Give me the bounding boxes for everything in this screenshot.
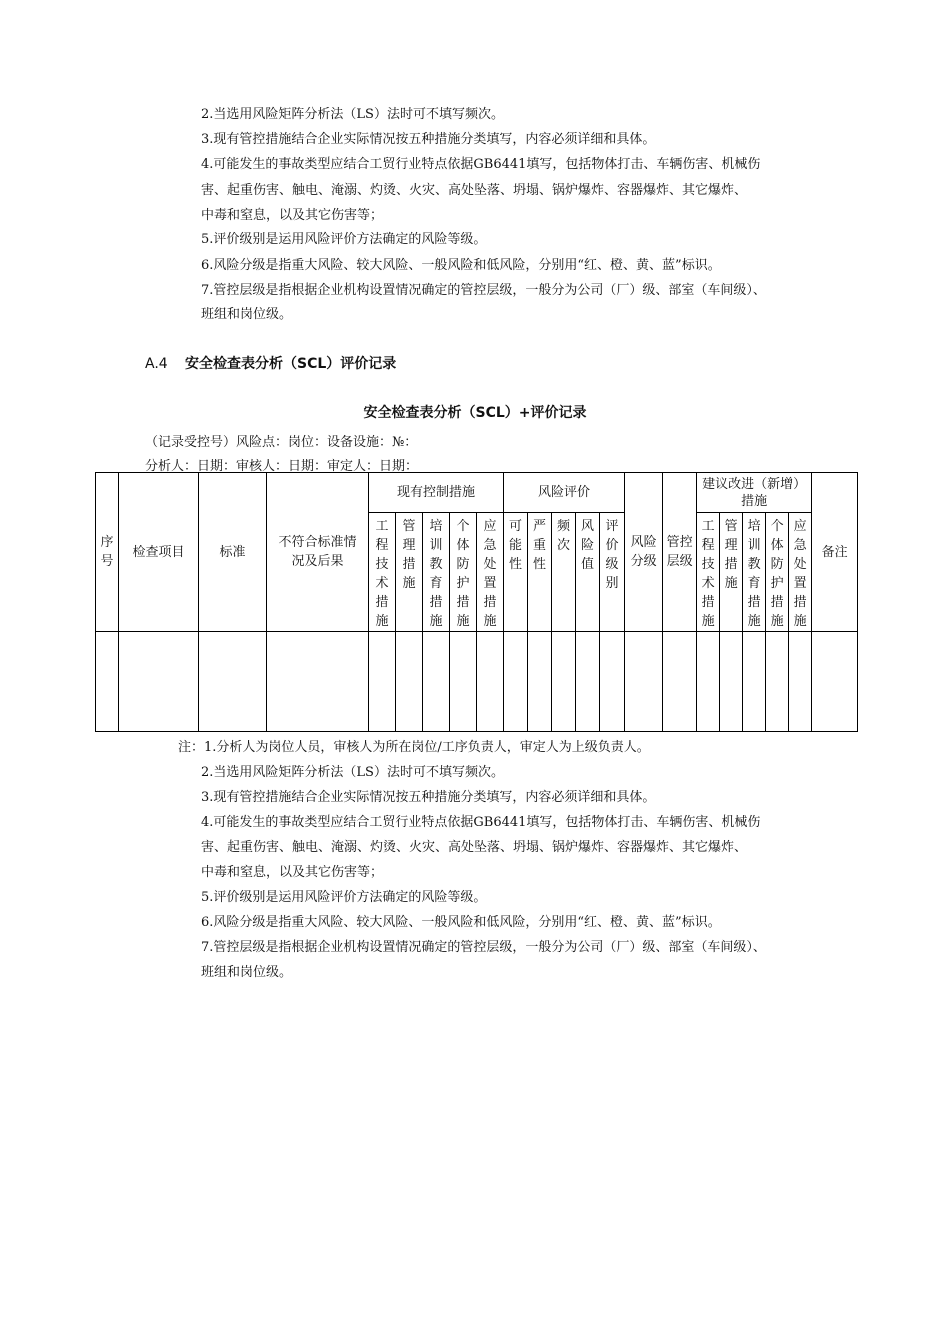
form-title: 安全检查表分析（SCL）+评价记录 bbox=[363, 405, 587, 421]
bottom-note-line: 害、起重伤害、触电、淹溺、灼烫、火灾、高处坠落、坍塌、锅炉爆炸、容器爆炸、其它爆炸、 bbox=[201, 840, 748, 855]
bottom-note-line: 6.风险分级是指重大风险、较大风险、一般风险和低风险，分别用“红、橙、黄、蓝”标识。 bbox=[201, 915, 721, 930]
bottom-note-line: 7.管控层级是指根据企业机构设置情况确定的管控层级，一般分为公司（厂）级、部室（车间级）、 bbox=[201, 940, 766, 955]
header-eval-frequency: 频次 bbox=[552, 513, 576, 632]
header-suggest-training: 培训教育措施 bbox=[743, 513, 766, 632]
header-suggest-emergency: 应急处置措施 bbox=[789, 513, 812, 632]
cell-seq[interactable] bbox=[96, 632, 119, 732]
cell-remark[interactable] bbox=[812, 632, 858, 732]
section-number: A.4 bbox=[145, 356, 168, 372]
bottom-note-line: 5.评价级别是运用风险评价方法确定的风险等级。 bbox=[201, 890, 487, 905]
header-current-engineering: 工程技术措施 bbox=[369, 513, 396, 632]
header-eval-severity: 严重性 bbox=[528, 513, 552, 632]
cell-current-ppe[interactable] bbox=[450, 632, 477, 732]
header-risk-evaluation: 风险评价 bbox=[504, 473, 625, 513]
header-remark: 备注 bbox=[812, 473, 858, 632]
header-suggest-ppe: 个体防护措施 bbox=[766, 513, 789, 632]
header-current-management: 管理措施 bbox=[396, 513, 423, 632]
cell-suggest-emergency[interactable] bbox=[789, 632, 812, 732]
cell-current-training[interactable] bbox=[423, 632, 450, 732]
cell-eval-severity[interactable] bbox=[528, 632, 552, 732]
header-current-emergency: 应急处置措施 bbox=[477, 513, 504, 632]
bottom-note-line: 2.当选用风险矩阵分析法（LS）法时可不填写频次。 bbox=[201, 765, 504, 780]
cell-nonconform[interactable] bbox=[267, 632, 369, 732]
top-note-line: 6.风险分级是指重大风险、较大风险、一般风险和低风险，分别用“红、橙、黄、蓝”标识。 bbox=[201, 258, 721, 273]
top-note-line: 2.当选用风险矩阵分析法（LS）法时可不填写频次。 bbox=[201, 107, 504, 122]
bottom-note-line: 注：1.分析人为岗位人员，审核人为所在岗位/工序负责人，审定人为上级负责人。 bbox=[178, 740, 650, 755]
top-note-line: 4.可能发生的事故类型应结合工贸行业特点依据GB6441填写，包括物体打击、车辆伤害、机械伤 bbox=[201, 157, 761, 172]
header-current-measures: 现有控制措施 bbox=[369, 473, 504, 513]
cell-current-management[interactable] bbox=[396, 632, 423, 732]
bottom-note-line: 班组和岗位级。 bbox=[201, 965, 293, 980]
cell-item[interactable] bbox=[119, 632, 199, 732]
cell-standard[interactable] bbox=[199, 632, 267, 732]
header-suggest-management: 管理措施 bbox=[720, 513, 743, 632]
header-control-level: 管控层级 bbox=[663, 473, 697, 632]
cell-eval-risk-value[interactable] bbox=[576, 632, 600, 732]
header-nonconform: 不符合标准情况及后果 bbox=[267, 473, 369, 632]
top-note-line: 3.现有管控措施结合企业实际情况按五种措施分类填写，内容必须详细和具体。 bbox=[201, 132, 656, 147]
cell-suggest-management[interactable] bbox=[720, 632, 743, 732]
scl-evaluation-table bbox=[95, 472, 858, 732]
header-eval-likelihood: 可能性 bbox=[504, 513, 528, 632]
cell-eval-likelihood[interactable] bbox=[504, 632, 528, 732]
top-note-line: 7.管控层级是指根据企业机构设置情况确定的管控层级，一般分为公司（厂）级、部室（车间级）、 bbox=[201, 283, 766, 298]
bottom-note-line: 3.现有管控措施结合企业实际情况按五种措施分类填写，内容必须详细和具体。 bbox=[201, 790, 656, 805]
top-note-line: 中毒和窒息，以及其它伤害等； bbox=[201, 208, 384, 223]
header-standard: 标准 bbox=[199, 473, 267, 632]
section-title: 安全检查表分析（SCL）评价记录 bbox=[185, 356, 397, 372]
header-current-ppe: 个体防护措施 bbox=[450, 513, 477, 632]
header-suggested-measures: 建议改进（新增）措施 bbox=[697, 473, 812, 513]
header-current-training: 培训教育措施 bbox=[423, 513, 450, 632]
cell-suggest-engineering[interactable] bbox=[697, 632, 720, 732]
cell-risk-level[interactable] bbox=[625, 632, 663, 732]
top-note-line: 5.评价级别是运用风险评价方法确定的风险等级。 bbox=[201, 232, 487, 247]
table-row bbox=[96, 632, 858, 732]
bottom-note-line: 4.可能发生的事故类型应结合工贸行业特点依据GB6441填写，包括物体打击、车辆伤害、机械伤 bbox=[201, 815, 761, 830]
top-note-line: 害、起重伤害、触电、淹溺、灼烫、火灾、高处坠落、坍塌、锅炉爆炸、容器爆炸、其它爆炸、 bbox=[201, 183, 748, 198]
form-meta-record: （记录受控号）风险点：岗位：设备设施：№： bbox=[145, 435, 418, 450]
header-eval-grade: 评价级别 bbox=[600, 513, 625, 632]
header-eval-risk-value: 风险值 bbox=[576, 513, 600, 632]
cell-control-level[interactable] bbox=[663, 632, 697, 732]
form-meta-signoff: 分析人：日期：审核人：日期：审定人：日期： bbox=[145, 459, 419, 474]
header-suggest-engineering: 工程技术措施 bbox=[697, 513, 720, 632]
cell-suggest-training[interactable] bbox=[743, 632, 766, 732]
cell-current-emergency[interactable] bbox=[477, 632, 504, 732]
cell-current-engineering[interactable] bbox=[369, 632, 396, 732]
header-risk-level: 风险分级 bbox=[625, 473, 663, 632]
section-heading bbox=[145, 353, 396, 373]
bottom-note-line: 中毒和窒息，以及其它伤害等； bbox=[201, 865, 384, 880]
cell-eval-frequency[interactable] bbox=[552, 632, 576, 732]
header-seq: 序号 bbox=[96, 473, 119, 632]
header-item: 检查项目 bbox=[119, 473, 199, 632]
cell-eval-grade[interactable] bbox=[600, 632, 625, 732]
top-note-line: 班组和岗位级。 bbox=[201, 307, 293, 322]
cell-suggest-ppe[interactable] bbox=[766, 632, 789, 732]
